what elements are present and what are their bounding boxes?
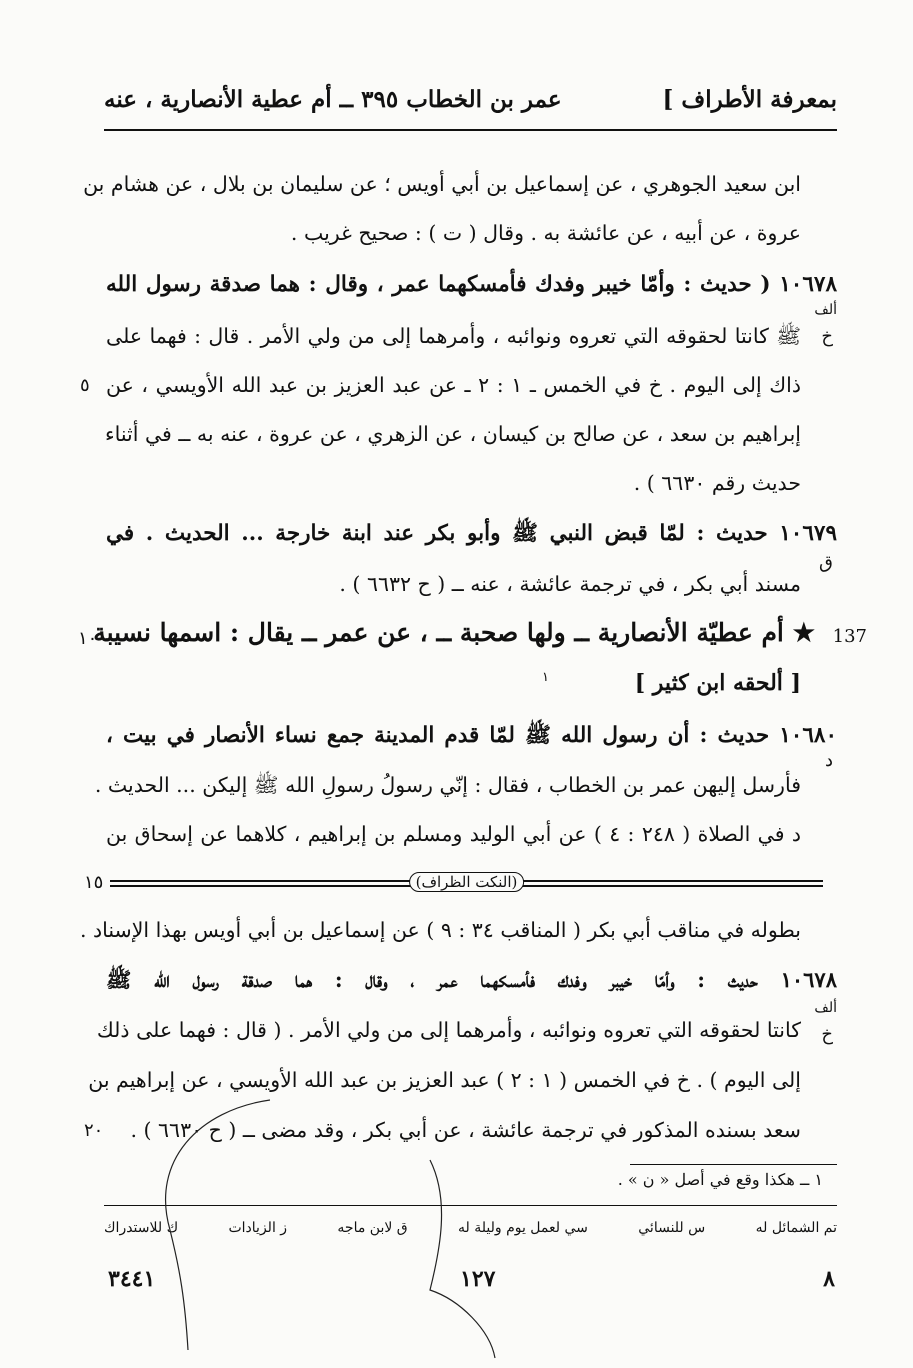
margin-siglum: خ <box>821 1024 833 1045</box>
text-line: كانتا لحقوقه التي تعروه ونوائبه ، وأمرهما إلى من ولي الأمر . ( قال : فهما على ذلك <box>96 1018 801 1042</box>
bracket-note: [ ألحقه ابن كثير ] <box>634 670 801 696</box>
hadith-line: ١٠٦٨٠ حديث : أن رسول الله ﷺ لمّا قدم المدينة جمع نساء الأنصار في بيت ، <box>106 723 837 748</box>
hadith-line: ١٠٦٧٨ حديث : وأمّا خيبر وفدك فأمسكهما عمر ، وقال : هما صدقة رسول الله ﷺ <box>106 967 837 992</box>
text-line: ﷺ كانتا لحقوقه التي تعروه ونوائبه ، وأمرهما إلى من ولي الأمر . قال : فهما على <box>106 324 801 348</box>
footnote: ١ ــ هكذا وقع في أصل « ن » . <box>617 1170 823 1189</box>
footnote-ref: ١ <box>542 670 549 685</box>
text-line: إبراهيم بن سعد ، عن صالح بن كيسان ، عن الزهري ، عن عروة ، عنه به ــ في أثناء <box>104 422 801 446</box>
margin-siglum: ق <box>819 552 833 573</box>
text-line: بطوله في مناقب أبي بكر ( المناقب ٣٤ : ٩ ) عن إسماعيل بن أبي أويس بهذا الإسناد . <box>79 918 801 942</box>
section-divider <box>110 873 823 891</box>
text-line: مسند أبي بكر ، في ترجمة عائشة ، عنه ــ ( ح ٦٦٣٢ ) . <box>339 572 801 596</box>
text-line: عروة ، عن أبيه ، عن عائشة به . وقال ( ت ) : صحيح غريب . <box>290 221 801 245</box>
line-number-margin: ٢٠ <box>84 1120 104 1141</box>
entry-heading: ★ أم عطيّة الأنصارية ــ ولها صحبة ــ ، عن عمر ــ يقال : اسمها نسيبة <box>93 618 815 647</box>
text-line: ابن سعيد الجوهري ، عن إسماعيل بن أبي أويس ؛ عن سليمان بن بلال ، عن هشام بن <box>83 172 801 196</box>
divider-label: (النكت الظراف) <box>409 872 525 892</box>
text-line: سعد بسنده المذكور في ترجمة عائشة ، عن أبي بكر ، وقد مضى ــ ( ح ٦٦٣٠ ) . <box>130 1118 801 1142</box>
hadith-line: ١٠٦٧٨ ( حديث : وأمّا خيبر وفدك فأمسكهما عمر ، وقال : هما صدقة رسول الله <box>106 272 837 297</box>
line-number-margin: ٥ <box>80 375 90 396</box>
legend-item: تم الشمائل له <box>755 1220 837 1236</box>
text-line: إلى اليوم ) . خ في الخمس ( ١ : ٢ ) عبد العزيز بن عبد الله الأويسي ، عن إبراهيم بن <box>88 1068 801 1092</box>
text-line: حديث رقم ٦٦٣٠ ) . <box>633 471 801 495</box>
footnote-rule <box>630 1164 837 1165</box>
line-number-margin: ١٥ <box>84 872 104 893</box>
pen-mark-drawing <box>140 1100 500 1360</box>
text-line: ذاك إلى اليوم . خ في الخمس ـ ١ : ٢ ـ عن عبد العزيز بن عبد الله الأويسي ، عن <box>106 373 802 397</box>
legend-item: س للنسائي <box>638 1220 706 1236</box>
header-rule <box>104 129 837 131</box>
page-number-center: ١٢٧ <box>460 1266 496 1292</box>
legend-item: ك للاستدراك <box>104 1220 179 1236</box>
entry-number: 137 <box>832 626 867 647</box>
legend-item: سي لعمل يوم وليلة له <box>458 1220 588 1236</box>
pen-stroke <box>166 1100 270 1350</box>
text-line: د في الصلاة ( ٢٤٨ : ٤ ) عن أبي الوليد ومسلم بن إبراهيم ، كلاهما عن إسحاق بن <box>106 822 801 846</box>
pen-stroke <box>430 1160 495 1358</box>
running-header-title: عمر بن الخطاب ٣٩٥ ــ أم عطية الأنصارية ، عنه <box>104 86 562 113</box>
legend-item: ق لابن ماجه <box>337 1220 408 1236</box>
margin-siglum: د <box>824 750 833 771</box>
margin-siglum: ألف <box>814 302 837 318</box>
running-header-right: بمعرفة الأطراف ] <box>662 86 837 113</box>
margin-siglum: ألف <box>814 1000 837 1016</box>
page-number-right: ٨ <box>823 1266 835 1292</box>
page-number-left: ٣٤٤١ <box>108 1266 156 1292</box>
hadith-line: ١٠٦٧٩ حديث : لمّا قبض النبي ﷺ وأبو بكر عند ابنة خارجة ... الحديث . في <box>106 521 837 546</box>
line-number-margin: ١٠ <box>78 628 98 649</box>
margin-siglum: خ <box>821 326 833 347</box>
text-line: فأرسل إليهن عمر بن الخطاب ، فقال : إنّي رسولُ رسولِ الله ﷺ إليكن ... الحديث . <box>94 773 801 797</box>
legend-item: ز الزيادات <box>228 1220 288 1236</box>
